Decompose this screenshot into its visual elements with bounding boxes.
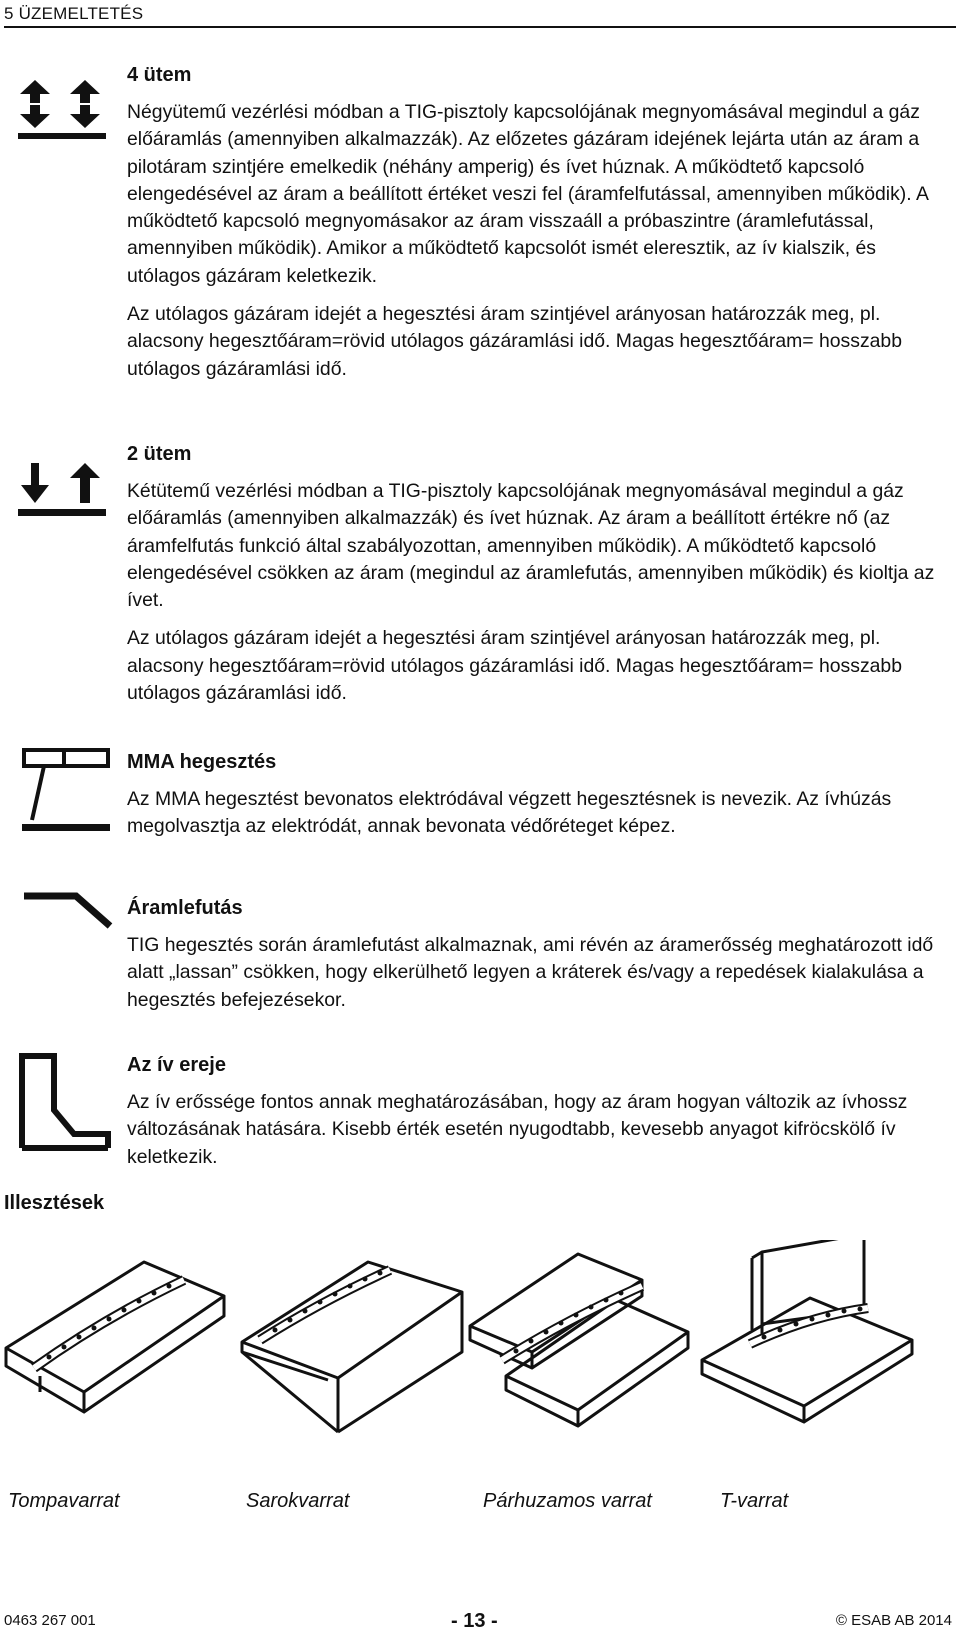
paragraph: Négyütemű vezérlési módban a TIG-pisztoly kapcsolójának megnyomásával megindul a gáz előáramlás (amennyiben alkalmazzák). Az előzetes gázáram idejének lejárta után az áram a pilotáram szintjére emelkedik (néhány amperig) és ívet húznak. A működtető kapcsoló elengedésével az áram a beállított értéket veszi fel (áramfelfutással, amennyiben működik). A működtető kapcsoló megnyomásakor az áram visszaáll a próbaszintre (áramlefutással, amennyiben működik). Amikor a működtető kapcsolót ismét eleresztik, az ív kialszik, és utólagos gázáram keletkezik. <box>127 101 928 287</box>
header-divider <box>4 26 956 28</box>
corner-joint-illustration <box>240 1240 465 1435</box>
paragraph: Az utólagos gázáram idejét a hegesztési áram szintjével arányosan határozzák meg, pl. alacsony hegesztőáram=rövid utólagos gázáramlási idő. Magas hegesztőáram= hosszabb utólagos gázáramlási idő. <box>127 627 902 705</box>
caption-butt-joint: Tompavarrat <box>8 1490 120 1512</box>
butt-joint-illustration <box>4 1240 229 1435</box>
page-number: - 13 - <box>451 1610 498 1632</box>
section-title: Az ív ereje <box>127 1054 226 1076</box>
mma-welding-icon <box>22 748 112 832</box>
chapter-header: 5 ÜZEMELTETÉS <box>4 4 144 23</box>
section-slope-down <box>127 895 942 1025</box>
section-title: 4 ütem <box>127 64 192 86</box>
section-arc-force <box>127 1052 942 1182</box>
arc-force-icon <box>18 1052 114 1152</box>
paragraph: Az utólagos gázáram idejét a hegesztési áram szintjével arányosan határozzák meg, pl. alacsony hegesztőáram=rövid utólagos gázáramlási idő. Magas hegesztőáram= hosszabb utólagos gázáramlási idő. <box>127 303 902 380</box>
caption-t-joint: T-varrat <box>720 1490 789 1512</box>
lap-joint-illustration <box>466 1240 691 1435</box>
paragraph: Az ív erőssége fontos annak meghatározásában, hogy az áram hogyan változik az ívhossz változásának hatására. Kisebb érték esetén nyugodtabb, kevesebb anyagot kifröcskölő ív keletkezik. <box>127 1091 908 1168</box>
section-mma <box>127 749 942 852</box>
joints-heading: Illesztések <box>4 1192 105 1214</box>
four-stroke-icon <box>18 80 108 142</box>
paragraph: TIG hegesztés során áramlefutást alkalmaznak, ami révén az áramerősség meghatározott idő alatt „lassan” csökken, hogy elkerülhető legyen a kráterek és/vagy a repedések kialakulása a hegesztés befejezésekor. <box>127 934 934 1011</box>
caption-lap-joint: Párhuzamos varrat <box>483 1490 652 1512</box>
section-2-stroke <box>127 441 942 718</box>
paragraph: Az MMA hegesztést bevonatos elektródával végzett hegesztésnek is nevezik. Az ívhúzás megolvasztja az elektródát, annak bevonata védőréteget képez. <box>127 788 892 838</box>
section-title: 2 ütem <box>127 443 192 465</box>
paragraph: Kétütemű vezérlési módban a TIG-pisztoly kapcsolójának megnyomásával megindul a gáz előáramlás (amennyiben alkalmazzák) és ívet húznak. Az áram a beállított értékre nő (az áramfelfutás funkció által szabályozottan, amennyiben működik). A működtető kapcsoló elengedésével csökken az áram (megindul az áramlefutás, amennyiben működik) és kioltja az ívet. <box>127 480 935 612</box>
caption-corner-joint: Sarokvarrat <box>246 1490 350 1512</box>
copyright: © ESAB AB 2014 <box>835 1612 952 1629</box>
section-title: MMA hegesztés <box>127 751 277 773</box>
two-stroke-icon <box>18 463 108 525</box>
section-4-stroke <box>127 62 942 394</box>
current-slope-down-icon <box>22 892 114 932</box>
t-joint-illustration <box>700 1240 925 1435</box>
document-number: 0463 267 001 <box>4 1612 96 1629</box>
section-title: Áramlefutás <box>127 897 243 919</box>
